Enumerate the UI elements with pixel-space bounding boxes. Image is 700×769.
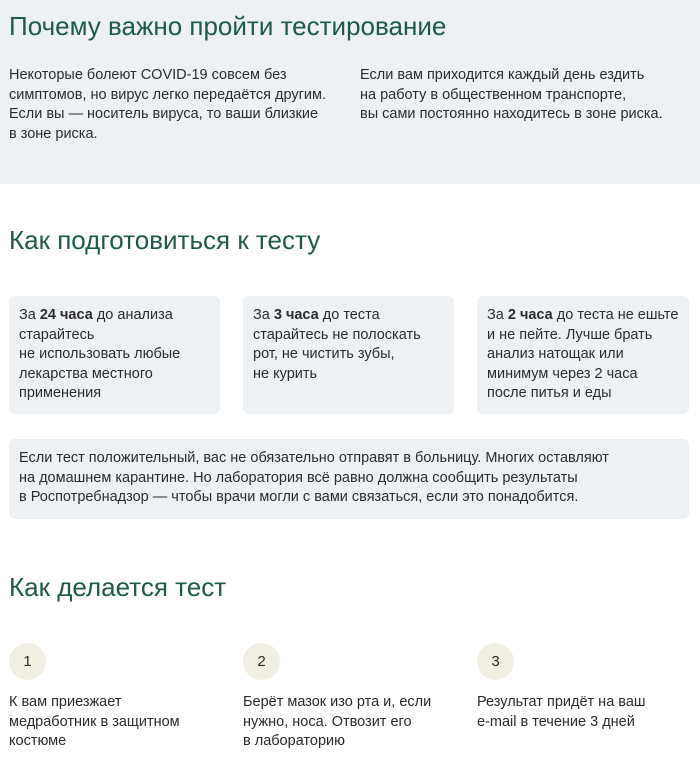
why-left-text — [9, 66, 326, 144]
card-line: не курить — [253, 365, 318, 382]
why-right-text — [360, 66, 663, 125]
card-line: до анализа — [92, 307, 173, 323]
step-number-badge: 3 — [477, 643, 514, 680]
card-line: применения — [19, 385, 102, 401]
step-line: Берёт мазок изо рта и, если — [243, 694, 432, 710]
step-line: в лабораторию — [243, 733, 346, 749]
step-line: Результат придёт на ваш — [477, 694, 646, 710]
card-time-bold: 24 часа — [39, 307, 93, 323]
why-right-line: на работу в общественном транспорте, — [360, 86, 627, 103]
note-line: на домашнем карантине. Но лаборатория всё равно должна сообщить результаты — [19, 469, 578, 486]
card-line: и не пейте. Лучше брать — [487, 326, 653, 343]
step-line: медработник в защитном — [9, 713, 180, 730]
step-number-badge: 2 — [243, 643, 280, 680]
card-line: лекарства местного — [19, 365, 153, 382]
card-line: старайтесь не полоскать — [253, 326, 421, 343]
card-time-bold: 3 часа — [273, 307, 319, 323]
step-line: нужно, носа. Отвозит его — [243, 713, 412, 730]
why-left-line: симптомов, но вирус легко передаётся другим. — [9, 86, 327, 103]
card-line: после питья и еды — [487, 385, 612, 401]
note-line: Если тест положительный, вас не обязательно отправят в больницу. Многих оставляют — [19, 450, 609, 466]
step-number-badge: 1 — [9, 643, 46, 680]
note-line: в Роспотребнадзор — чтобы врачи могли с вами связаться, если это понадобится. — [19, 489, 579, 505]
step-3-text — [477, 693, 646, 732]
card-prefix: За — [19, 307, 40, 323]
card-line: не использовать любые — [19, 346, 181, 362]
why-left-line: в зоне риска. — [9, 125, 98, 142]
prepare-card-24h — [9, 296, 220, 414]
how-title: Как делается тест — [9, 572, 227, 602]
step-line: К вам приезжает — [9, 694, 122, 710]
why-left-line: Если вы — носитель вируса, то ваши близкие — [9, 106, 319, 122]
prepare-card-3h — [243, 296, 454, 414]
card-line: до теста — [318, 307, 380, 323]
why-left-line: Некоторые болеют COVID-19 совсем без — [9, 67, 287, 83]
why-right-line: Если вам приходится каждый день ездить — [360, 67, 645, 83]
step-2-text — [243, 693, 431, 752]
positive-test-note — [9, 439, 689, 519]
card-line: анализ натощак или — [487, 346, 624, 362]
step-1-text — [9, 693, 180, 752]
why-title: Почему важно пройти тестирование — [9, 11, 447, 41]
why-right-line: вы сами постоянно находитесь в зоне риска. — [360, 106, 663, 122]
card-line: рот, не чистить зубы, — [253, 346, 395, 362]
prepare-card-2h — [477, 296, 689, 414]
card-prefix: За — [253, 307, 274, 323]
card-time-bold: 2 часа — [507, 307, 553, 323]
card-line: до теста не ешьте — [552, 307, 679, 323]
step-line: e-mail в течение 3 дней — [477, 713, 635, 730]
card-line: минимум через 2 часа — [487, 365, 638, 382]
card-line: старайтесь — [19, 326, 95, 343]
card-prefix: За — [487, 307, 508, 323]
prepare-title: Как подготовиться к тесту — [9, 225, 321, 255]
step-line: костюме — [9, 733, 67, 749]
